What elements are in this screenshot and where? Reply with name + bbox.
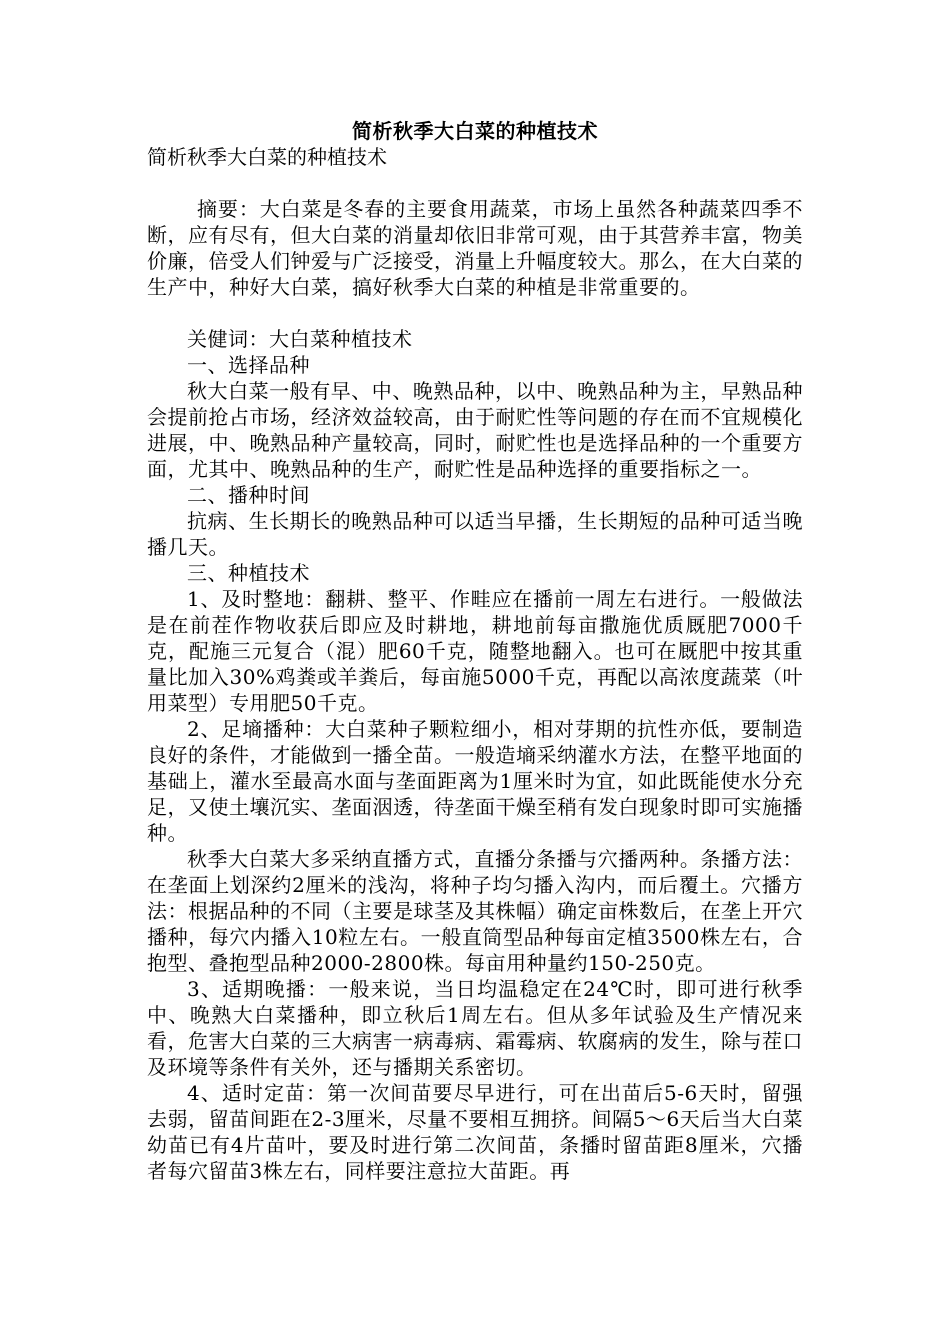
section-heading-3: 三、种植技术 [187, 561, 310, 585]
document-subtitle: 简析秋季大白菜的种植技术 [147, 145, 387, 169]
document-page [147, 118, 803, 1184]
keywords-line: 关健词：大白菜种植技术 [187, 327, 413, 351]
section-3-paragraph-1: 1、及时整地：翻耕、整平、作畦应在播前一周左右进行。一般做法是在前茬作物收获后即应及时耕地，耕地前每亩撒施优质厩肥7000千克，配施三元复合（混）肥60千克，随整地翻入。也可在厩肥中按其重量比加入30%鸡粪或羊粪后，每亩施5000千克，再配以高浓度蔬菜（叶用菜型）专用肥50千克。 [147, 587, 803, 715]
section-heading-1: 一、选择品种 [187, 353, 310, 377]
blank-line [147, 170, 803, 196]
section-heading-2: 二、播种时间 [187, 483, 310, 507]
section-3-paragraph-3: 秋季大白菜大多采纳直播方式，直播分条播与穴播两种。条播方法：在垄面上划深约2厘米的浅沟，将种子均匀播入沟内，而后覆土。穴播方法：根据品种的不同（主要是球茎及其株幅）确定亩株数后，在垄上开穴播种，每穴内播入10粒左右。一般直筒型品种每亩定植3500株左右，合抱型、叠抱型品种2000-2800株。每亩用种量约150-250克。 [147, 847, 803, 975]
section-3-paragraph-5: 4、适时定苗：第一次间苗要尽早进行，可在出苗后5-6天时，留强去弱，留苗间距在2-3厘米，尽量不要相互拥挤。间隔5～6天后当大白菜幼苗已有4片苗叶，要及时进行第二次间苗，条播时留苗距8厘米，穴播者每穴留苗3株左右，同样要注意拉大苗距。再 [147, 1081, 803, 1183]
document-title: 简析秋季大白菜的种植技术 [352, 119, 598, 143]
abstract-paragraph: 摘要：大白菜是冬春的主要食用蔬菜，市场上虽然各种蔬菜四季不断，应有尽有，但大白菜的消量却依旧非常可观，由于其营养丰富，物美价廉，倍受人们钟爱与广泛接受，消量上升幅度较大。那么，在大白菜的生产中，种好大白菜，搞好秋季大白菜的种植是非常重要的。 [147, 197, 803, 299]
section-1-paragraph-1: 秋大白菜一般有早、中、晚熟品种，以中、晚熟品种为主，早熟品种会提前抢占市场，经济效益较高，由于耐贮性等问题的存在而不宜规模化进展，中、晚熟品种产量较高，同时，耐贮性也是选择品种的一个重要方面，尤其中、晚熟品种的生产，耐贮性是品种选择的重要指标之一。 [147, 379, 803, 481]
blank-line [147, 300, 803, 326]
section-2-paragraph-1: 抗病、生长期长的晚熟品种可以适当早播，生长期短的品种可适当晚播几天。 [147, 509, 803, 559]
section-3-paragraph-4: 3、适期晚播：一般来说，当日均温稳定在24℃时，即可进行秋季中、晚熟大白菜播种，即立秋后1周左右。但从多年试验及生产情况来看，危害大白菜的三大病害一病毒病、霜霉病、软腐病的发生，除与茬口及环境等条件有关外，还与播期关系密切。 [147, 977, 803, 1079]
section-3-paragraph-2: 2、足墒播种：大白菜种子颗粒细小，相对芽期的抗性亦低，要制造良好的条件，才能做到一播全苗。一般造墒采纳灌水方法，在整平地面的基础上，灌水至最高水面与垄面距离为1厘米时为宜，如此既能使水分充足，又使土壤沉实、垄面洇透，待垄面干燥至稍有发白现象时即可实施播种。 [147, 717, 803, 845]
